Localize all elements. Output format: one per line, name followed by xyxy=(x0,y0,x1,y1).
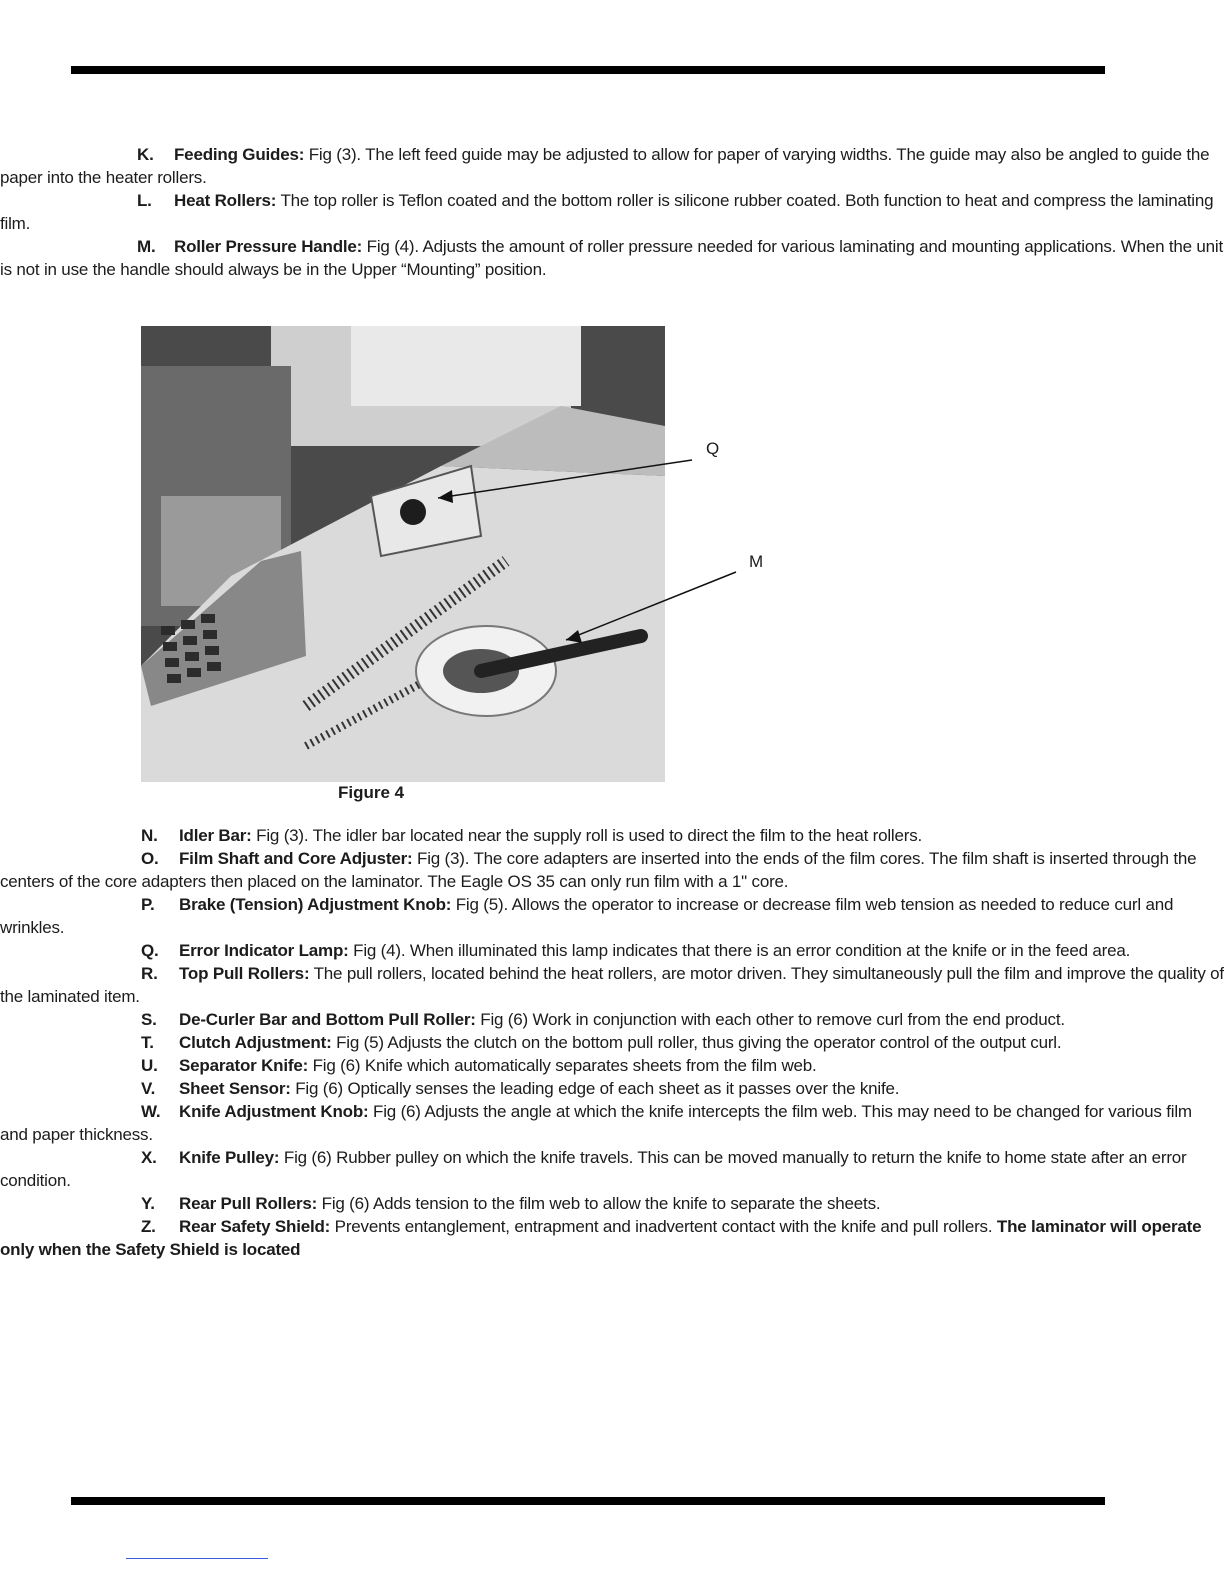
list-item: P. Brake (Tension) Adjustment Knob: Fig (5). Allows the operator to increase or decrease film web tension as needed to reduce curl and wrinkles. xyxy=(0,895,1174,937)
item-description: Prevents entanglement, entrapment and inadvertent contact with the knife and pull rollers. xyxy=(330,1217,997,1236)
item-term: Rear Safety Shield: xyxy=(179,1217,331,1236)
list-item: M. Roller Pressure Handle: Fig (4). Adjusts the amount of roller pressure needed for various laminating and mounting applications. When the unit is not in use the handle should always be in the Upper “Mounting” position. xyxy=(0,237,1224,279)
item-description: Fig (6) Optically senses the leading edge of each sheet as it passes over the knife. xyxy=(290,1079,900,1098)
item-term: Feeding Guides: xyxy=(174,145,305,164)
item-term: Brake (Tension) Adjustment Knob: xyxy=(179,895,452,914)
item-description: Fig (6) Adjusts the angle at which the knife intercepts the film web. This may need to be changed for various film and paper thickness. xyxy=(0,1102,1192,1144)
list-item: O. Film Shaft and Core Adjuster: Fig (3). The core adapters are inserted into the ends of the film cores. The film shaft is inserted through the centers of the core adapters then placed on the laminator. The Eagle OS 35 can only run film with a 1" core. xyxy=(0,849,1197,891)
item-term: Sheet Sensor: xyxy=(179,1079,291,1098)
item-description: Fig (4). When illuminated this lamp indicates that there is an error condition at the knife or in the feed area. xyxy=(348,941,1131,960)
item-description: Fig (3). The idler bar located near the supply roll is used to direct the film to the heat rollers. xyxy=(251,826,923,845)
item-term: Knife Adjustment Knob: xyxy=(179,1102,369,1121)
list-item: U. Separator Knife: Fig (6) Knife which automatically separates sheets from the film web. xyxy=(141,1056,817,1075)
figure-caption: Figure 4 xyxy=(338,783,405,802)
list-item: N. Idler Bar: Fig (3). The idler bar located near the supply roll is used to direct the film to the heat rollers. xyxy=(141,826,923,845)
item-term: Roller Pressure Handle: xyxy=(174,237,363,256)
item-description: Fig (6) Knife which automatically separates sheets from the film web. xyxy=(308,1056,817,1075)
list-item: Z. Rear Safety Shield: Prevents entanglement, entrapment and inadvertent contact with the knife and pull rollers. The laminator will operate only when the Safety Shield is located xyxy=(0,1217,1202,1259)
list-item: R. Top Pull Rollers: The pull rollers, located behind the heat rollers, are motor driven. They simultaneously pull the film and improve the quality of the laminated item. xyxy=(0,964,1224,1006)
item-term: Top Pull Rollers: xyxy=(179,964,310,983)
item-term: Idler Bar: xyxy=(179,826,252,845)
item-term: Clutch Adjustment: xyxy=(179,1033,332,1052)
list-item: Y. Rear Pull Rollers: Fig (6) Adds tension to the film web to allow the knife to separate the sheets. xyxy=(141,1194,881,1213)
item-description: Fig (4). Adjusts the amount of roller pressure needed for various laminating and mounting applications. When the unit is not in use the handle should always be in the Upper “Mounting” position. xyxy=(0,237,1224,279)
footer-link-underline xyxy=(126,1558,268,1559)
item-term: De-Curler Bar and Bottom Pull Roller: xyxy=(179,1010,476,1029)
item-description: The pull rollers, located behind the heat rollers, are motor driven. They simultaneously pull the film and improve the quality of the laminated item. xyxy=(0,964,1224,1006)
list-item: T. Clutch Adjustment: Fig (5) Adjusts the clutch on the bottom pull roller, thus giving the operator control of the output curl. xyxy=(141,1033,1062,1052)
item-term: Rear Pull Rollers: xyxy=(179,1194,318,1213)
footer-rule xyxy=(71,1497,1105,1505)
item-description: Fig (6) Rubber pulley on which the knife travels. This can be moved manually to return the knife to home state after an error condition. xyxy=(0,1148,1187,1190)
item-term: Separator Knife: xyxy=(179,1056,309,1075)
item-description: Fig (5) Adjusts the clutch on the bottom pull roller, thus giving the operator control of the output curl. xyxy=(331,1033,1062,1052)
list-item: K. Feeding Guides: Fig (3). The left feed guide may be adjusted to allow for paper of varying widths. The guide may also be angled to guide the paper into the heater rollers. xyxy=(0,145,1210,187)
list-item: V. Sheet Sensor: Fig (6) Optically senses the leading edge of each sheet as it passes over the knife. xyxy=(141,1079,900,1098)
item-description: Fig (6) Work in conjunction with each other to remove curl from the end product. xyxy=(475,1010,1065,1029)
safety-warning: The laminator will operate only when the Safety Shield is located xyxy=(0,1217,1202,1259)
item-term: Film Shaft and Core Adjuster: xyxy=(179,849,413,868)
list-item: X. Knife Pulley: Fig (6) Rubber pulley on which the knife travels. This can be moved manually to return the knife to home state after an error condition. xyxy=(0,1148,1187,1190)
list-item: S. De-Curler Bar and Bottom Pull Roller: Fig (6) Work in conjunction with each other to remove curl from the end product. xyxy=(141,1010,1065,1029)
callout-label-q: Q xyxy=(706,439,720,458)
item-description: The top roller is Teflon coated and the bottom roller is silicone rubber coated. Both function to heat and compress the laminating film. xyxy=(0,191,1214,233)
item-description: Fig (6) Adds tension to the film web to allow the knife to separate the sheets. xyxy=(317,1194,881,1213)
item-description: Fig (3). The left feed guide may be adjusted to allow for paper of varying widths. The guide may also be angled to guide the paper into the heater rollers. xyxy=(0,145,1210,187)
list-item: L. Heat Rollers: The top roller is Teflon coated and the bottom roller is silicone rubber coated. Both function to heat and compress the laminating film. xyxy=(0,191,1214,233)
parts-list-bottom xyxy=(0,824,1224,1261)
item-description: Fig (3). The core adapters are inserted into the ends of the film cores. The film shaft is inserted through the centers of the core adapters then placed on the laminator. The Eagle OS 35 can only run film with a 1" core. xyxy=(0,849,1197,891)
list-item: W. Knife Adjustment Knob: Fig (6) Adjusts the angle at which the knife intercepts the film web. This may need to be changed for various film and paper thickness. xyxy=(0,1102,1192,1144)
item-description: Fig (5). Allows the operator to increase or decrease film web tension as needed to reduce curl and wrinkles. xyxy=(0,895,1174,937)
item-term: Error Indicator Lamp: xyxy=(179,941,349,960)
item-term: Knife Pulley: xyxy=(179,1148,280,1167)
list-item: Q. Error Indicator Lamp: Fig (4). When illuminated this lamp indicates that there is an error condition at the knife or in the feed area. xyxy=(141,941,1131,960)
item-term: Heat Rollers: xyxy=(174,191,277,210)
callout-label-m: M xyxy=(749,552,764,571)
